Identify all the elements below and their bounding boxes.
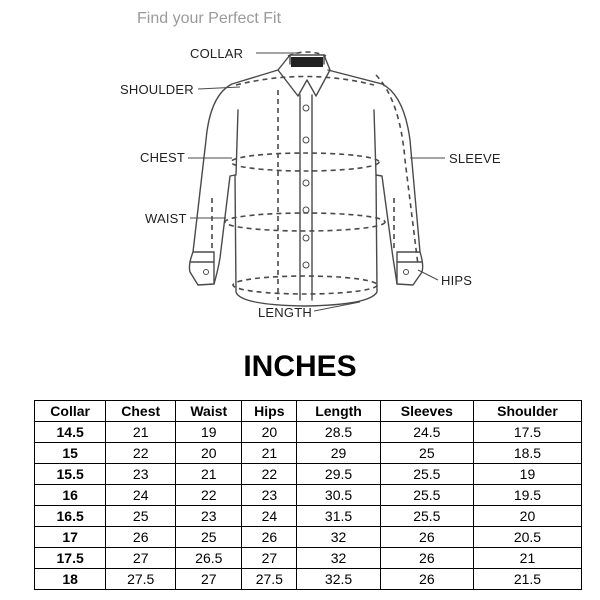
table-row — [35, 527, 582, 548]
collar-tag — [291, 57, 323, 67]
table-cell: 17.5 — [35, 548, 106, 569]
table-cell: 29 — [297, 443, 380, 464]
table-cell: 23 — [106, 464, 176, 485]
page-heading: Find your Perfect Fit — [137, 10, 282, 27]
button — [404, 270, 409, 275]
button — [303, 180, 309, 186]
button — [303, 137, 309, 143]
table-row — [35, 422, 582, 443]
table-cell: 21.5 — [473, 569, 581, 590]
table-row — [35, 464, 582, 485]
table-cell: 20.5 — [473, 527, 581, 548]
table-cell: 23 — [176, 506, 242, 527]
button — [303, 262, 309, 268]
table-cell: 21 — [242, 443, 297, 464]
table-cell: 18 — [35, 569, 106, 590]
hips-measure-line — [233, 276, 377, 294]
table-cell: 16 — [35, 485, 106, 506]
table-cell: 31.5 — [297, 506, 380, 527]
units-title: INCHES — [243, 350, 357, 383]
table-cell: 22 — [242, 464, 297, 485]
table-header-row — [35, 401, 582, 422]
table-cell: 17 — [35, 527, 106, 548]
chest-measure-line — [231, 153, 379, 171]
table-cell: 26 — [106, 527, 176, 548]
table-cell: 25 — [176, 527, 242, 548]
shoulder-leader — [198, 87, 240, 89]
column-header: Collar — [35, 401, 106, 422]
table-cell: 18.5 — [473, 443, 581, 464]
left-cuff — [190, 252, 214, 284]
table-cell: 26.5 — [176, 548, 242, 569]
table-cell: 26 — [242, 527, 297, 548]
table-row — [35, 548, 582, 569]
table-cell: 22 — [106, 443, 176, 464]
table-cell: 27 — [176, 569, 242, 590]
button — [303, 207, 309, 213]
table-cell: 19.5 — [473, 485, 581, 506]
table-cell: 29.5 — [297, 464, 380, 485]
length-label: LENGTH — [258, 305, 312, 320]
table-cell: 32 — [297, 527, 380, 548]
table-cell: 24 — [106, 485, 176, 506]
table-cell: 27 — [242, 548, 297, 569]
column-header: Length — [297, 401, 380, 422]
table-cell: 21 — [473, 548, 581, 569]
column-header: Chest — [106, 401, 176, 422]
hips-label: HIPS — [441, 273, 473, 288]
table-cell: 20 — [242, 422, 297, 443]
table-cell: 24.5 — [380, 422, 473, 443]
waist-label: WAIST — [145, 211, 187, 226]
table-cell: 27 — [106, 548, 176, 569]
table-cell: 14.5 — [35, 422, 106, 443]
right-cuff — [397, 252, 422, 284]
table-cell: 20 — [176, 443, 242, 464]
table-cell: 19 — [473, 464, 581, 485]
table-cell: 19 — [176, 422, 242, 443]
table-cell: 20 — [473, 506, 581, 527]
sleeve-label: SLEEVE — [449, 151, 501, 166]
table-cell: 27.5 — [106, 569, 176, 590]
table-cell: 17.5 — [473, 422, 581, 443]
table-row — [35, 485, 582, 506]
button — [303, 105, 309, 111]
table-cell: 25.5 — [380, 506, 473, 527]
sleeve-measure-line — [376, 75, 418, 265]
table-cell: 24 — [242, 506, 297, 527]
table-cell: 16.5 — [35, 506, 106, 527]
column-header: Hips — [242, 401, 297, 422]
table-cell: 32 — [297, 548, 380, 569]
table-cell: 22 — [176, 485, 242, 506]
placket — [300, 95, 312, 300]
table-cell: 23 — [242, 485, 297, 506]
shoulder-label: SHOULDER — [120, 82, 194, 97]
table-cell: 21 — [176, 464, 242, 485]
table-cell: 15 — [35, 443, 106, 464]
column-header: Waist — [176, 401, 242, 422]
table-row — [35, 443, 582, 464]
table-cell: 25.5 — [380, 485, 473, 506]
table-cell: 26 — [380, 548, 473, 569]
table-cell: 25 — [380, 443, 473, 464]
table-cell: 15.5 — [35, 464, 106, 485]
table-cell: 25.5 — [380, 464, 473, 485]
length-leader — [314, 302, 360, 311]
table-cell: 21 — [106, 422, 176, 443]
table-cell: 27.5 — [242, 569, 297, 590]
collar-label: COLLAR — [190, 46, 244, 61]
table-cell: 30.5 — [297, 485, 380, 506]
table-cell: 28.5 — [297, 422, 380, 443]
table-cell: 25 — [106, 506, 176, 527]
table-cell: 32.5 — [297, 569, 380, 590]
column-header: Shoulder — [473, 401, 581, 422]
table-cell: 26 — [380, 527, 473, 548]
chest-label: CHEST — [140, 150, 186, 165]
column-header: Sleeves — [380, 401, 473, 422]
table-cell: 26 — [380, 569, 473, 590]
button — [303, 235, 309, 241]
table-row — [35, 569, 582, 590]
button — [204, 270, 209, 275]
hips-leader — [418, 270, 438, 280]
waist-measure-line — [225, 213, 385, 231]
size-chart-table — [34, 400, 582, 590]
table-row — [35, 506, 582, 527]
